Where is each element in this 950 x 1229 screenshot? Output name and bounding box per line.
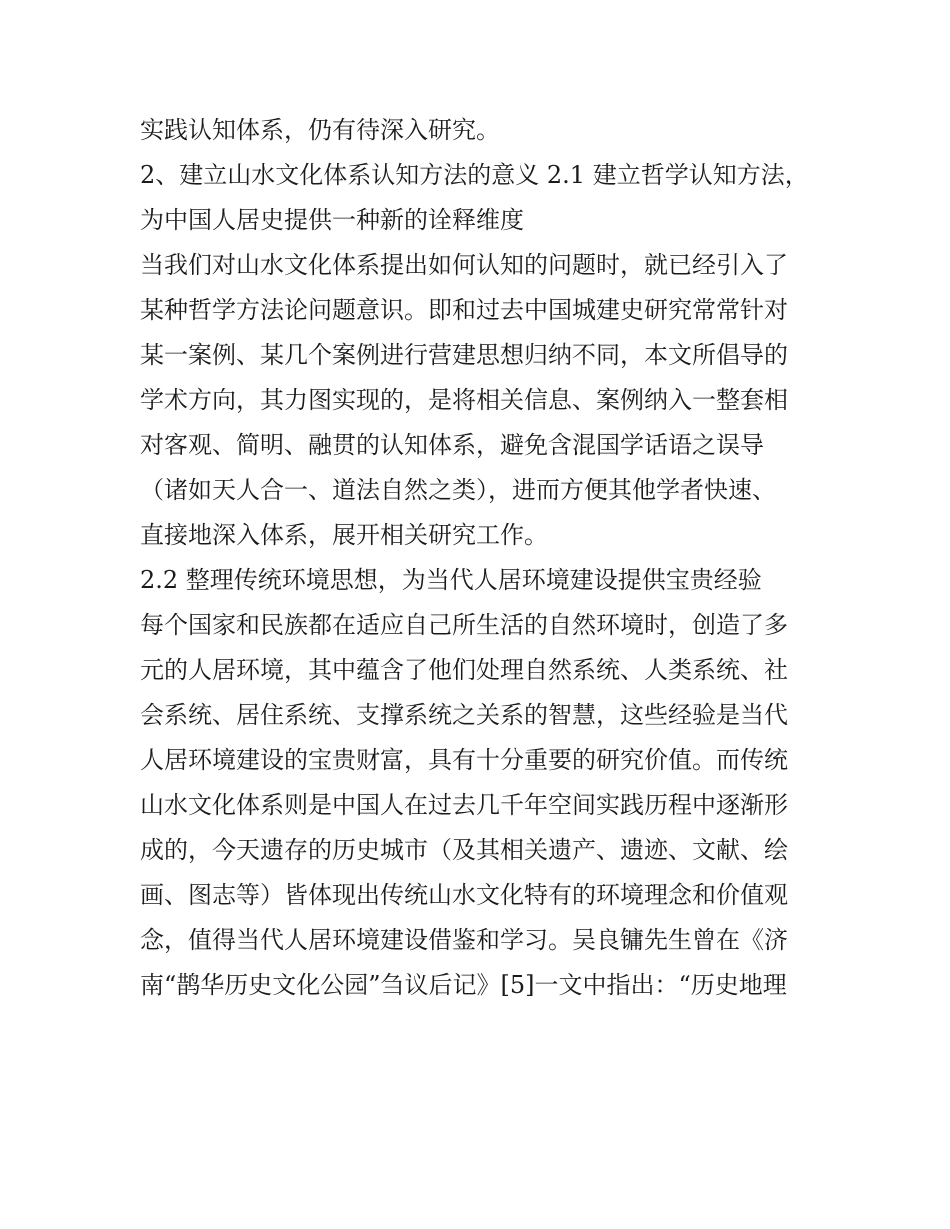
text-line: 成的，今天遗存的历史城市（及其相关遗产、遗迹、文献、绘 xyxy=(140,836,788,864)
text-line: 每个国家和民族都在适应自己所生活的自然环境时，创造了多 xyxy=(140,611,788,639)
text-line: 南“鹊华历史文化公园”刍议后记》[5]一文中指出：“历史地理 xyxy=(140,971,787,999)
text-line: 元的人居环境，其中蕴含了他们处理自然系统、人类系统、社 xyxy=(140,656,788,684)
text-line: 某一案例、某几个案例进行营建思想归纳不同，本文所倡导的 xyxy=(140,341,788,369)
text-line: 直接地深入体系，展开相关研究工作。 xyxy=(140,521,548,549)
text-line: 某种哲学方法论问题意识。即和过去中国城建史研究常常针对 xyxy=(140,296,788,324)
section-heading-line: 2.2 整理传统环境思想，为当代人居环境建设提供宝贵经验 xyxy=(140,566,762,594)
text-line: 对客观、简明、融贯的认知体系，避免含混国学话语之误导 xyxy=(140,431,764,459)
text-line: 人居环境建设的宝贵财富，具有十分重要的研究价值。而传统 xyxy=(140,746,788,774)
section-heading-line: 为中国人居史提供一种新的诠释维度 xyxy=(140,206,524,234)
text-line: 山水文化体系则是中国人在过去几千年空间实践历程中逐渐形 xyxy=(140,791,788,819)
text-line: （诸如天人合一、道法自然之类），进而方便其他学者快速、 xyxy=(140,476,776,504)
text-line: 会系统、居住系统、支撑系统之关系的智慧，这些经验是当代 xyxy=(140,701,788,729)
text-line: 念，值得当代人居环境建设借鉴和学习。吴良镛先生曾在《济 xyxy=(140,926,788,954)
text-line: 画、图志等）皆体现出传统山水文化特有的环境理念和价值观 xyxy=(140,881,788,909)
text-line: 学术方向，其力图实现的，是将相关信息、案例纳入一整套相 xyxy=(140,386,788,414)
body-text xyxy=(140,108,820,1008)
text-line: 当我们对山水文化体系提出如何认知的问题时，就已经引入了 xyxy=(140,251,788,279)
text-line: 实践认知体系，仍有待深入研究。 xyxy=(140,116,500,144)
section-heading-line: 2、建立山水文化体系认知方法的意义 2.1 建立哲学认知方法， xyxy=(140,161,809,189)
